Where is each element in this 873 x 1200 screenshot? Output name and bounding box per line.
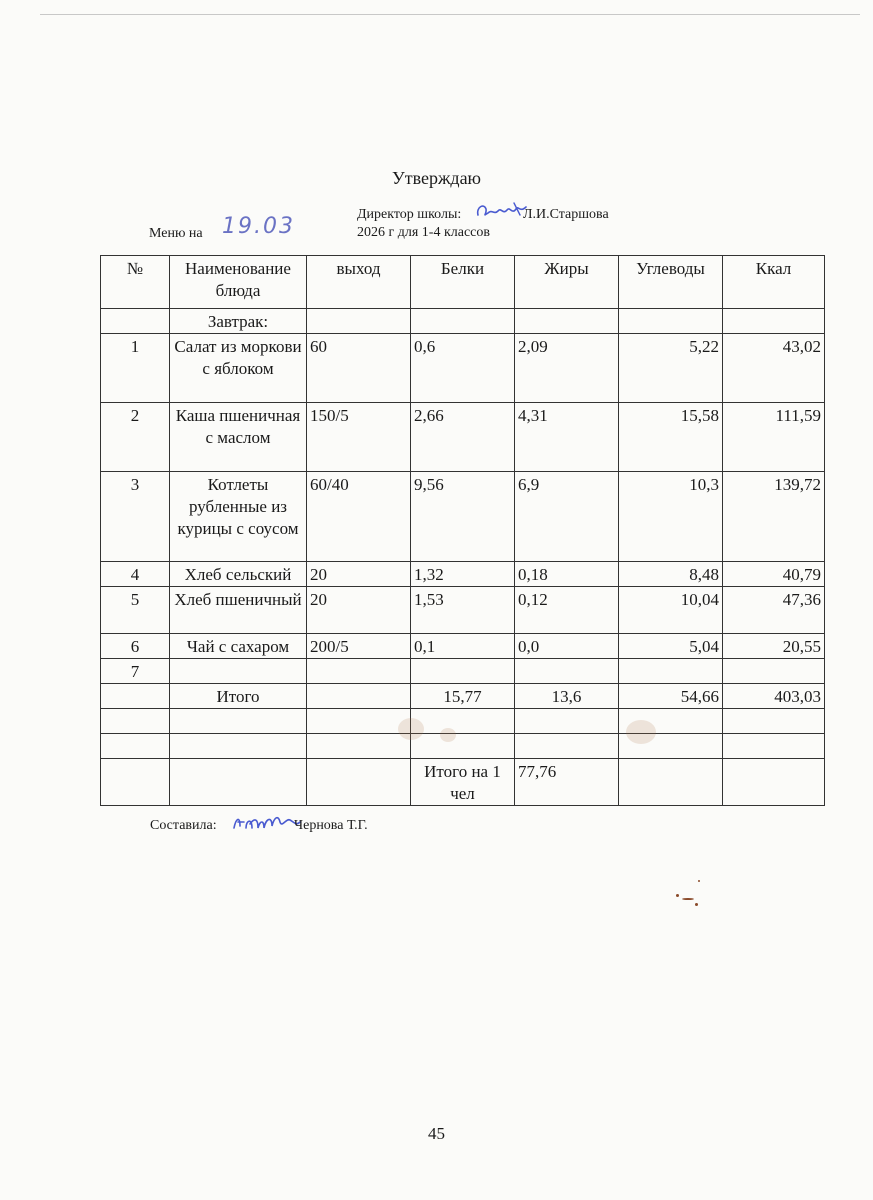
cell-carbs: 5,22 (619, 334, 723, 403)
cell-fats: 0,12 (515, 587, 619, 634)
paper-speck (676, 894, 679, 897)
col-header-carbs: Углеводы (619, 256, 723, 309)
approve-heading: Утверждаю (391, 168, 482, 188)
cell-output: 20 (307, 562, 411, 587)
cell-carbs: 10,04 (619, 587, 723, 634)
table-row (101, 659, 825, 684)
cell-proteins: 1,53 (411, 587, 515, 634)
cell-proteins: 0,6 (411, 334, 515, 403)
table-row (101, 403, 825, 472)
section-label: Завтрак: (170, 309, 307, 334)
cell-fats: 4,31 (515, 403, 619, 472)
compiler-signature (230, 808, 302, 836)
per-person-value: 77,76 (515, 759, 619, 806)
paper-speck (698, 880, 700, 882)
cell-dish-name: Хлеб пшеничный (170, 587, 307, 634)
cell-output: 60 (307, 334, 411, 403)
per-person-row (101, 759, 825, 806)
cell-kcal: 20,55 (723, 634, 825, 659)
paper-speck (695, 903, 698, 906)
col-header-name: Наименование блюда (170, 256, 307, 309)
table-row (101, 562, 825, 587)
total-kcal: 403,03 (723, 684, 825, 709)
table-row (101, 472, 825, 562)
cell-fats: 2,09 (515, 334, 619, 403)
cell-proteins: 2,66 (411, 403, 515, 472)
cell-proteins: 1,32 (411, 562, 515, 587)
cell-fats: 0,18 (515, 562, 619, 587)
cell-dish-name: Каша пшеничная с маслом (170, 403, 307, 472)
table-row (101, 334, 825, 403)
cell-dish-name: Котлеты рубленные из курицы с соусом (170, 472, 307, 562)
scan-edge-line (40, 14, 860, 15)
col-header-fats: Жиры (515, 256, 619, 309)
cell-output: 20 (307, 587, 411, 634)
compiled-by-label: Составила: (150, 818, 217, 833)
cell-number: 7 (101, 659, 170, 684)
cell-kcal: 40,79 (723, 562, 825, 587)
cell-carbs: 5,04 (619, 634, 723, 659)
cell-kcal: 47,36 (723, 587, 825, 634)
director-label: Директор школы: (357, 207, 462, 222)
empty-row (101, 709, 825, 734)
cell-kcal: 43,02 (723, 334, 825, 403)
paper-stain (440, 728, 456, 742)
cell-kcal: 111,59 (723, 403, 825, 472)
cell-fats: 0,0 (515, 634, 619, 659)
cell-dish-name: Чай с сахаром (170, 634, 307, 659)
table-row (101, 634, 825, 659)
cell-carbs: 8,48 (619, 562, 723, 587)
year-class-line: 2026 г для 1-4 классов (357, 225, 490, 240)
menu-on-label: Меню на (149, 226, 203, 241)
col-header-output: выход (307, 256, 411, 309)
menu-date-handwritten: 19.03 (222, 214, 295, 239)
section-row (101, 309, 825, 334)
col-header-number: № (101, 256, 170, 309)
menu-table (100, 255, 825, 806)
cell-carbs: 15,58 (619, 403, 723, 472)
cell-number: 4 (101, 562, 170, 587)
table-header-row (101, 256, 825, 309)
paper-stain (398, 718, 424, 740)
cell-fats: 6,9 (515, 472, 619, 562)
cell-carbs: 10,3 (619, 472, 723, 562)
cell-kcal: 139,72 (723, 472, 825, 562)
total-fats: 13,6 (515, 684, 619, 709)
cell-number: 2 (101, 403, 170, 472)
cell-proteins: 0,1 (411, 634, 515, 659)
compiled-by-name: Чернова Т.Г. (294, 818, 368, 833)
director-name: Л.И.Старшова (523, 207, 609, 222)
total-proteins: 15,77 (411, 684, 515, 709)
cell-number: 3 (101, 472, 170, 562)
cell-dish-name: Хлеб сельский (170, 562, 307, 587)
cell-number: 5 (101, 587, 170, 634)
director-signature (474, 197, 530, 223)
total-row (101, 684, 825, 709)
cell-proteins: 9,56 (411, 472, 515, 562)
cell-output: 60/40 (307, 472, 411, 562)
table-row (101, 587, 825, 634)
paper-speck (682, 898, 694, 900)
cell-dish-name: Салат из моркови с яблоком (170, 334, 307, 403)
cell-output: 200/5 (307, 634, 411, 659)
col-header-proteins: Белки (411, 256, 515, 309)
cell-output: 150/5 (307, 403, 411, 472)
cell-number: 6 (101, 634, 170, 659)
total-label: Итого (170, 684, 307, 709)
per-person-label: Итого на 1 чел (411, 759, 515, 806)
page-number: 45 (428, 1124, 445, 1143)
paper-stain (626, 720, 656, 744)
cell-number: 1 (101, 334, 170, 403)
col-header-kcal: Ккал (723, 256, 825, 309)
empty-row (101, 734, 825, 759)
total-carbs: 54,66 (619, 684, 723, 709)
